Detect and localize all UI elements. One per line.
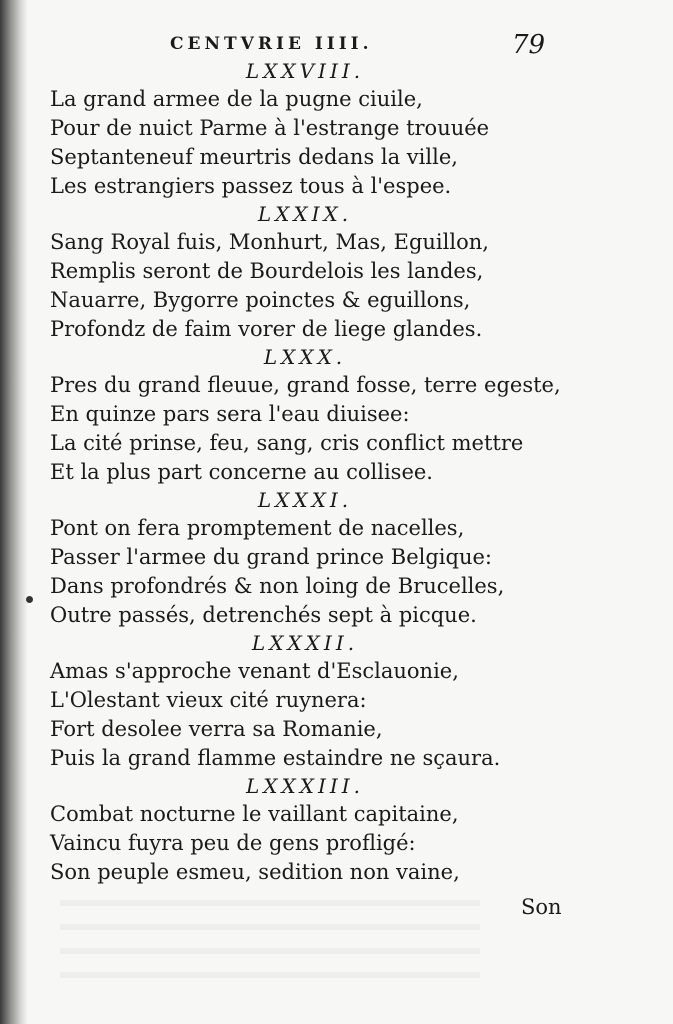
verse-line: Remplis seront de Bourdelois les landes, xyxy=(50,259,484,283)
verse-line: Amas s'approche venant d'Esclauonie, xyxy=(50,659,459,683)
margin-ink-mark xyxy=(26,596,33,603)
quatrain xyxy=(50,58,560,201)
verse-line: La grand armee de la pugne ciuile, xyxy=(50,87,423,111)
verse-line: Septanteneuf meurtris dedans la ville, xyxy=(50,145,458,169)
quatrain xyxy=(50,773,560,887)
verse-line: Puis la grand flamme estaindre ne sçaura. xyxy=(50,746,501,770)
quatrain xyxy=(50,487,560,630)
page-number: 79 xyxy=(512,30,546,60)
quatrain-number: LXXIX. xyxy=(257,202,353,226)
quatrain-number: LXXXIII. xyxy=(245,774,365,798)
catchword: Son xyxy=(521,895,562,919)
binding-shadow xyxy=(0,0,28,1024)
text-block xyxy=(50,58,560,887)
verse-line: En quinze pars sera l'eau diuisee: xyxy=(50,402,410,426)
quatrain xyxy=(50,630,560,773)
quatrain-number: LXXXI. xyxy=(257,488,353,512)
quatrain xyxy=(50,201,560,344)
verse-line: Nauarre, Bygorre poinctes & eguillons, xyxy=(50,288,471,312)
verse-line: Combat nocturne le vaillant capitaine, xyxy=(50,802,459,826)
running-title: CENTVRIE IIII. xyxy=(170,34,373,54)
quatrain-number: LXXVIII. xyxy=(245,59,365,83)
quatrain xyxy=(50,344,560,487)
verse-line: Et la plus part concerne au collisee. xyxy=(50,460,433,484)
verse-line: L'Olestant vieux cité ruynera: xyxy=(50,688,367,712)
quatrain-number: LXXX. xyxy=(263,345,347,369)
verse-line: Outre passés, detrenchés sept à picque. xyxy=(50,603,477,627)
verse-line: Sang Royal fuis, Monhurt, Mas, Eguillon, xyxy=(50,230,489,254)
verse-line: Les estrangiers passez tous à l'espee. xyxy=(50,174,452,198)
verse-line: Vaincu fuyra peu de gens profligé: xyxy=(50,831,416,855)
verse-line: Pres du grand fleuue, grand fosse, terre egeste, xyxy=(50,373,561,397)
verse-line: Dans profondrés & non loing de Brucelles, xyxy=(50,574,505,598)
verse-line: Fort desolee verra sa Romanie, xyxy=(50,717,383,741)
verse-line: Passer l'armee du grand prince Belgique: xyxy=(50,545,492,569)
verse-line: La cité prinse, feu, sang, cris conflict mettre xyxy=(50,431,524,455)
verse-line: Pour de nuict Parme à l'estrange trouuée xyxy=(50,116,490,140)
verse-line: Son peuple esmeu, sedition non vaine, xyxy=(50,860,460,884)
show-through-bleed xyxy=(60,900,480,990)
verse-line: Pont on fera promptement de nacelles, xyxy=(50,516,465,540)
verse-line: Profondz de faim vorer de liege glandes. xyxy=(50,317,483,341)
quatrain-number: LXXXII. xyxy=(251,631,359,655)
